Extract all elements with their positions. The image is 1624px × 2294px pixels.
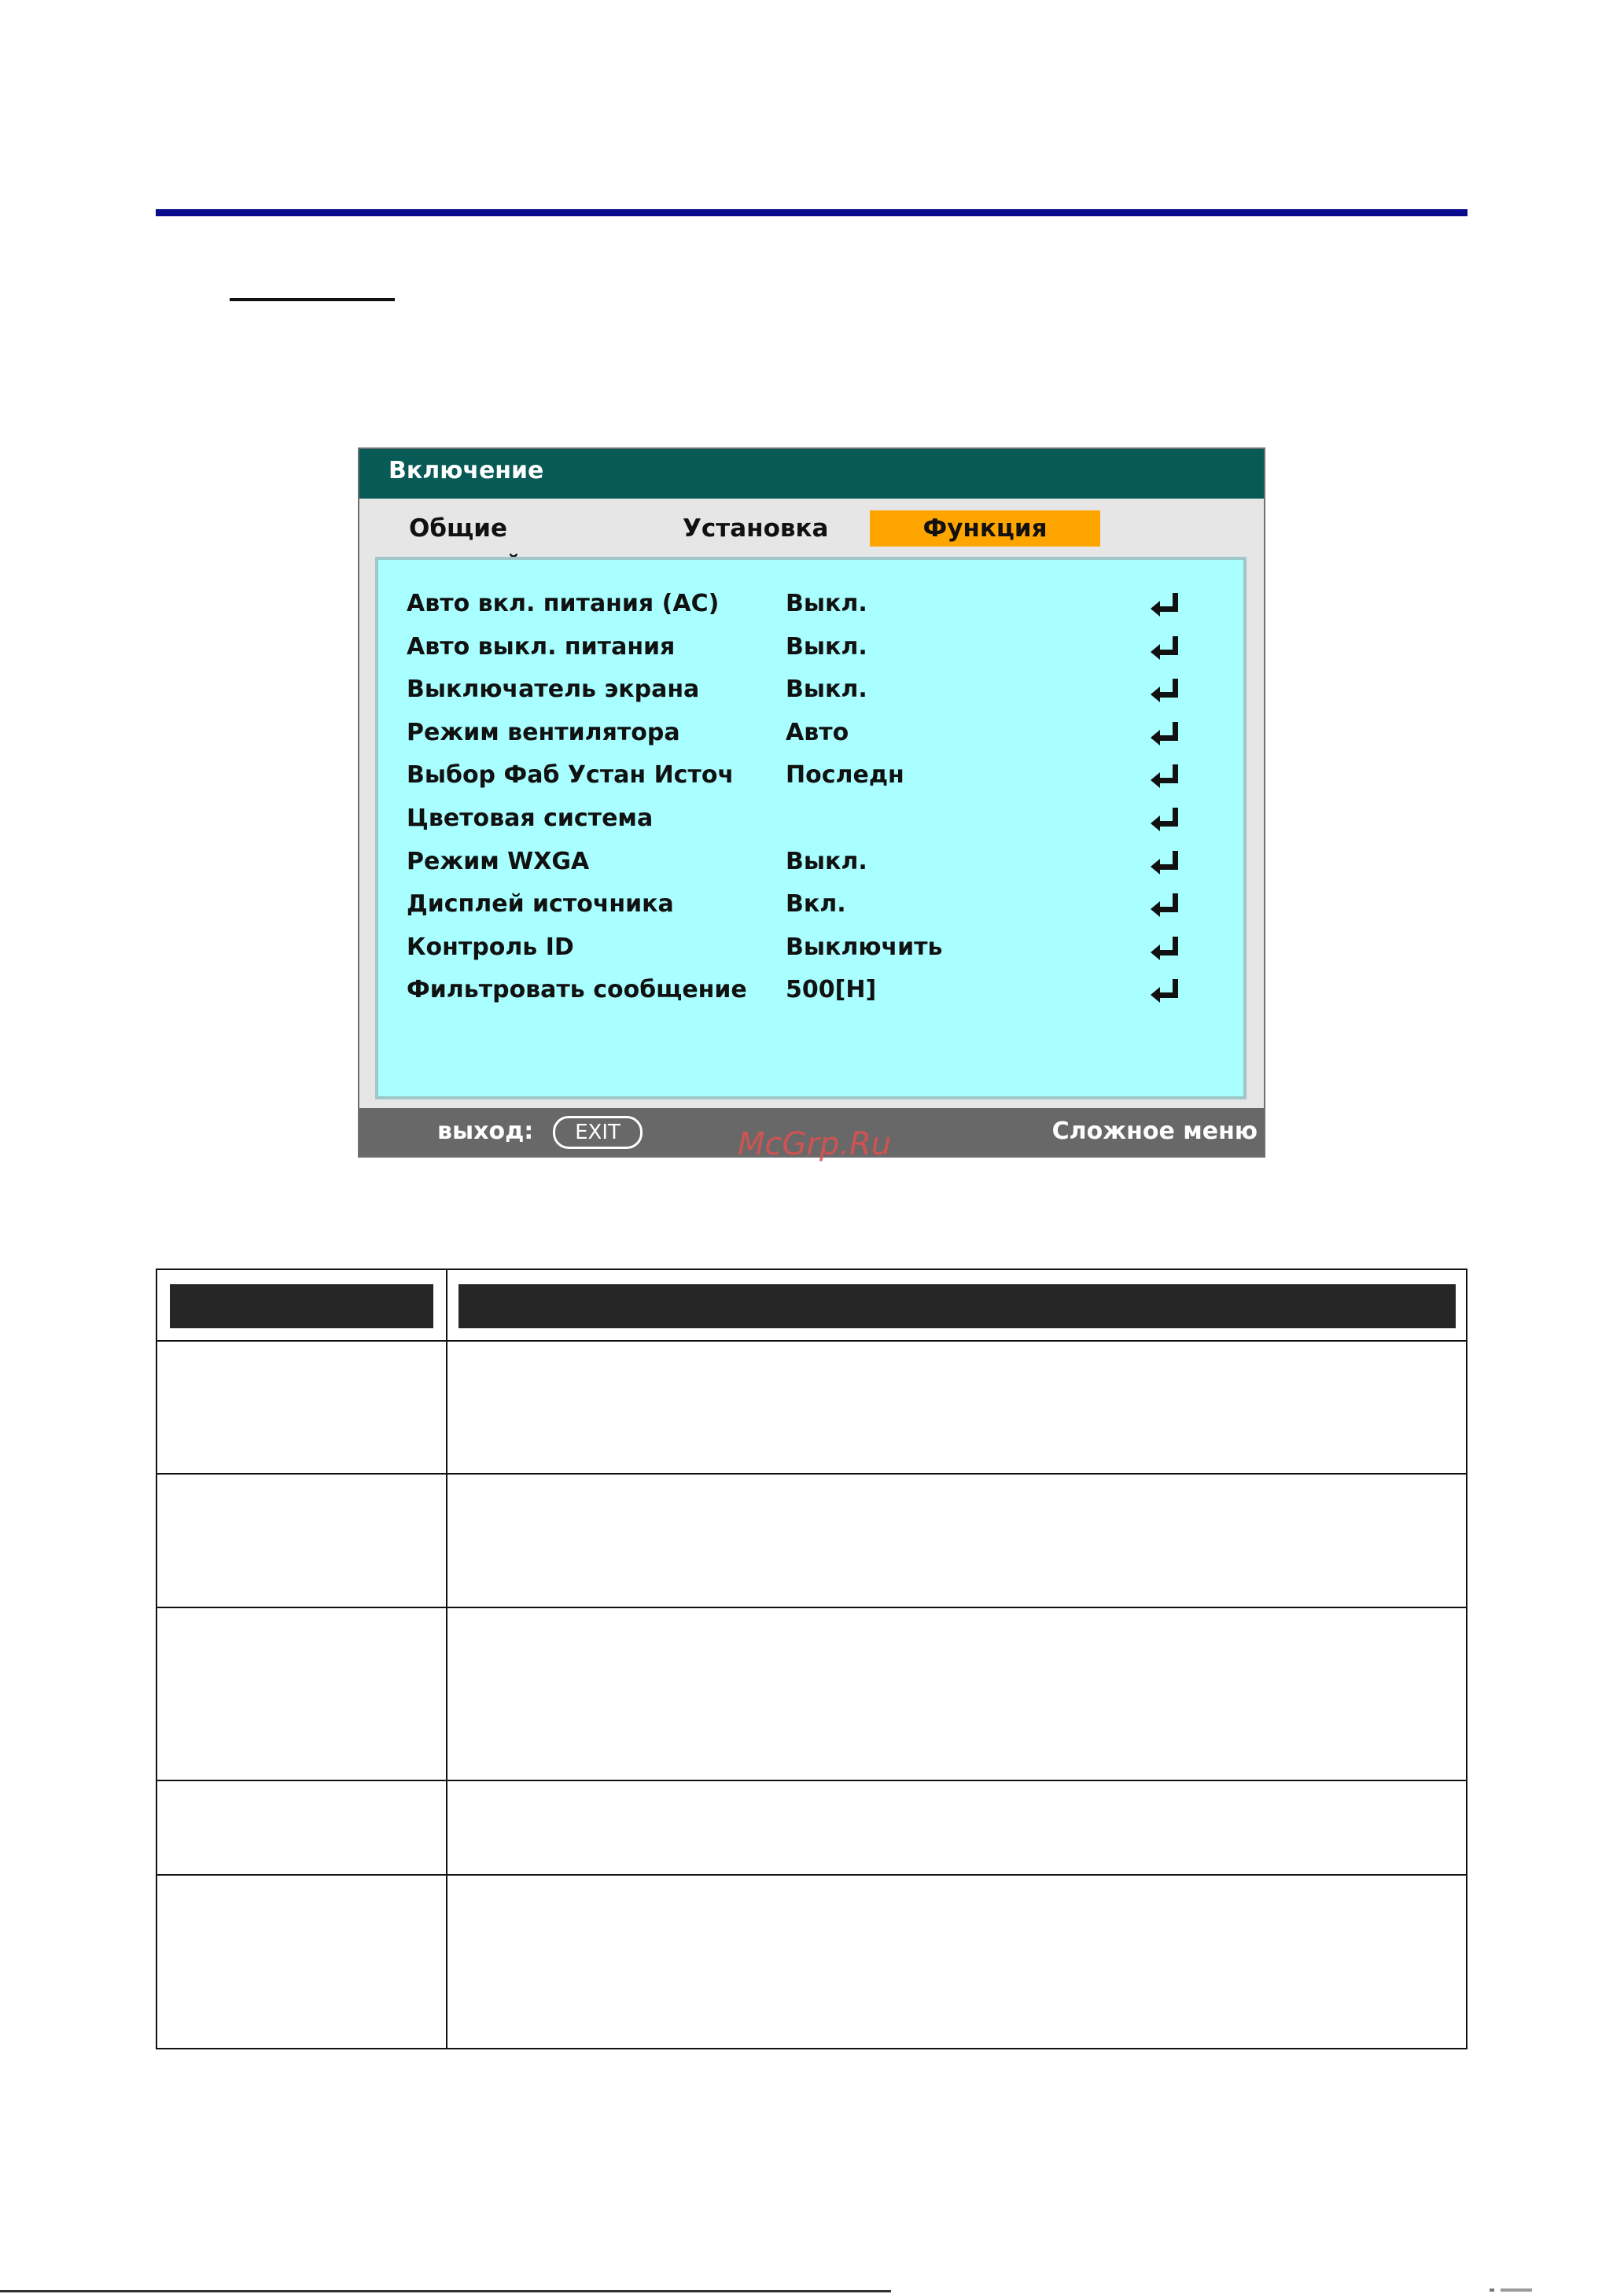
osd-settings-panel [375, 557, 1247, 1099]
osd-title: Включение [389, 457, 544, 484]
table-row-divider [157, 1780, 1466, 1781]
enter-arrow-icon[interactable] [1149, 890, 1184, 920]
enter-arrow-icon[interactable] [1149, 719, 1184, 749]
osd-setting-row[interactable] [378, 845, 1243, 884]
osd-setting-row[interactable] [378, 758, 1243, 797]
exit-button[interactable]: EXIT [553, 1116, 643, 1149]
table-header-setting [170, 1284, 433, 1328]
watermark: McGrp.Ru [738, 1126, 892, 1162]
page-corner-mark [1490, 2288, 1537, 2292]
setting-value: Выключить [786, 933, 943, 961]
setting-label: Авто вкл. питания (AC) [407, 590, 720, 617]
section-heading-underline [230, 298, 395, 301]
tab-function[interactable]: Функция [870, 510, 1100, 547]
osd-setting-row[interactable] [378, 587, 1243, 626]
osd-setting-row[interactable] [378, 973, 1243, 1012]
table-header-description [458, 1284, 1456, 1328]
enter-arrow-icon[interactable] [1149, 933, 1184, 963]
osd-setting-row[interactable] [378, 887, 1243, 926]
osd-title-bar [359, 449, 1264, 499]
enter-arrow-icon[interactable] [1149, 676, 1184, 705]
enter-arrow-icon[interactable] [1149, 976, 1184, 1006]
table-row-divider [157, 1607, 1466, 1608]
setting-value: 500[H] [786, 976, 877, 1004]
setting-value: Выкл. [786, 847, 867, 875]
tab-general-settings[interactable]: Общие [409, 514, 508, 543]
setting-value: Последн [786, 761, 904, 790]
setting-value: Выкл. [786, 590, 867, 617]
enter-arrow-icon[interactable] [1149, 761, 1184, 791]
top-rule [156, 209, 1467, 216]
enter-arrow-icon[interactable] [1149, 848, 1184, 878]
setting-value: Выкл. [786, 632, 867, 661]
osd-setting-row[interactable] [378, 716, 1243, 755]
advanced-menu-label[interactable]: Сложное меню [1051, 1118, 1258, 1145]
enter-arrow-icon[interactable] [1149, 590, 1184, 620]
setting-label: Контроль ID [407, 933, 574, 961]
enter-arrow-icon[interactable] [1149, 633, 1184, 663]
enter-arrow-icon[interactable] [1149, 805, 1184, 834]
table-row-divider [157, 1473, 1466, 1475]
description-table [156, 1269, 1467, 2049]
exit-label: выход: [437, 1118, 534, 1145]
osd-setting-row[interactable] [378, 672, 1243, 712]
table-column-divider [446, 1270, 447, 2048]
setting-label: Режим вентилятора [407, 718, 680, 746]
osd-setting-row[interactable] [378, 930, 1243, 970]
setting-value: Авто [786, 718, 849, 746]
osd-setting-row[interactable] [378, 630, 1243, 669]
setting-label: Выключатель экрана [407, 676, 700, 704]
setting-label: Фильтровать сообщение [407, 976, 747, 1004]
tab-installation[interactable]: Установка [683, 514, 829, 543]
setting-label: Режим WXGA [407, 847, 590, 875]
table-row-divider [157, 1340, 1466, 1342]
footer-rule [0, 2290, 891, 2292]
setting-label: Цветовая система [407, 805, 654, 832]
setting-label: Дисплей источника [407, 890, 674, 919]
setting-label: Выбор Фаб Устан Источ [407, 761, 735, 790]
setting-value: Выкл. [786, 676, 867, 704]
setting-label: Авто выкл. питания [407, 632, 676, 661]
setting-value: Вкл. [786, 890, 846, 919]
osd-menu-window [358, 447, 1265, 1158]
table-row-divider [157, 1874, 1466, 1876]
osd-setting-row[interactable] [378, 801, 1243, 841]
